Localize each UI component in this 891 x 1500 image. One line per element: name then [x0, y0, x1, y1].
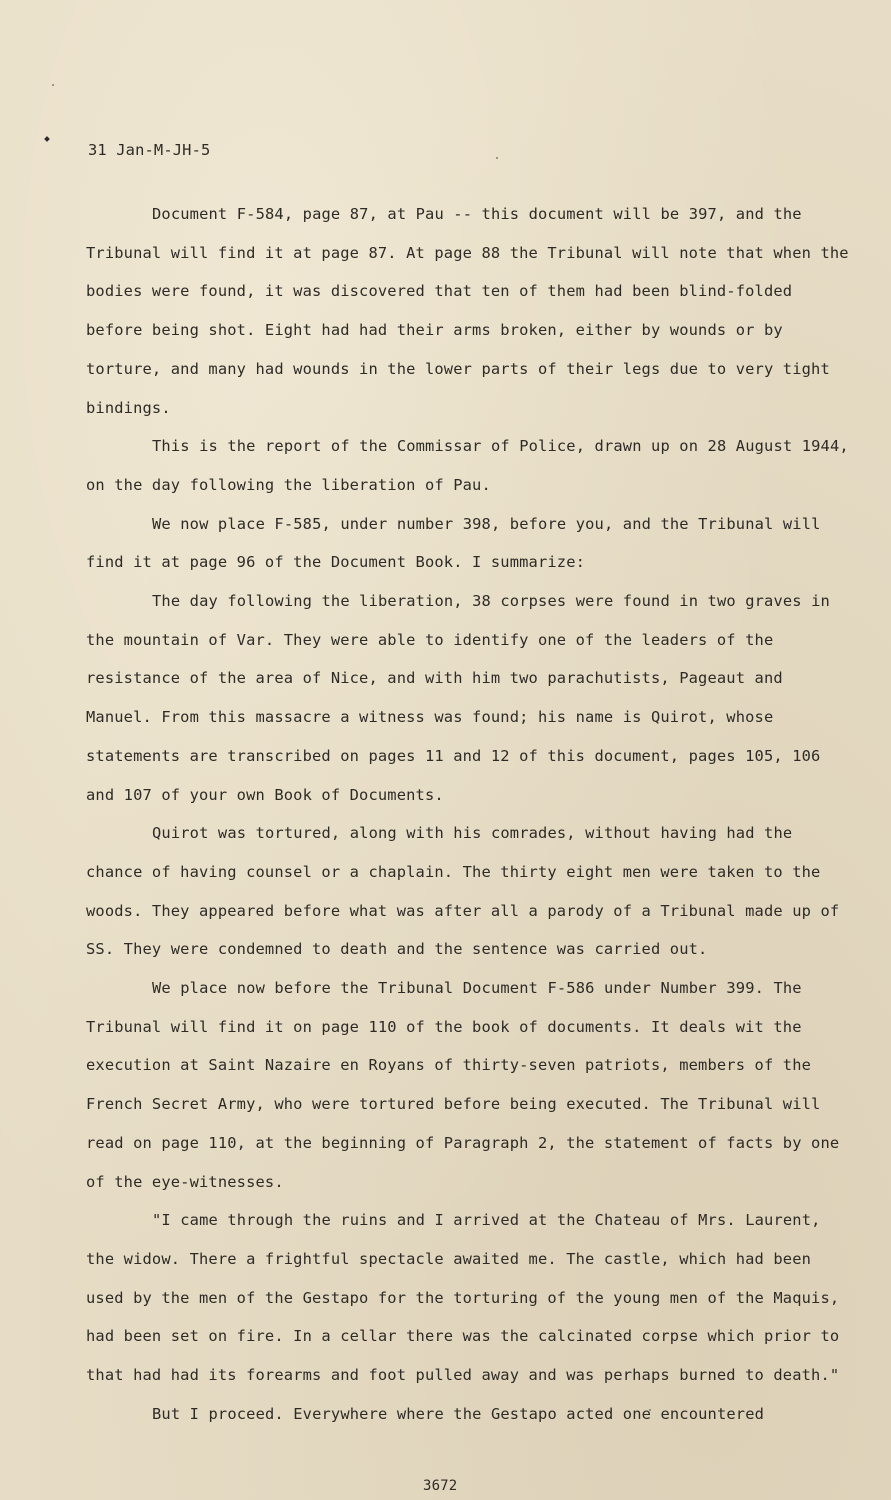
- paragraph: We now place F-585, under number 398, before you, and the Tribunal will find it at page 96 of the Document Book. I summarize:: [86, 514, 821, 572]
- paragraph: But I proceed. Everywhere where the Gestapo acted one encountered: [152, 1404, 765, 1423]
- paragraph: Quirot was tortured, along with his comrades, without having had the chance of having counsel or a chaplain. The thirty eight men were taken to the woods. They appeared before what was after all a parody of a Tribunal made up of SS. They were condemned to death and the sentence was carried out.: [86, 824, 840, 959]
- page-number: 3672: [423, 1478, 458, 1494]
- margin-mark: [44, 136, 50, 142]
- document-body: [86, 195, 856, 1434]
- document-header: 31 Jan-M-JH-5: [88, 141, 211, 159]
- quote-paragraph: "I came through the ruins and I arrived at the Chateau of Mrs. Laurent, the widow. There a frightful spectacle awaited me. The castle, which had been used by the men of the Gestapo for the torturing of the young men of the Maquis, had been set on fire. In a cellar there was the calcinated corpse which prior to that had had its forearms and foot pulled away and was perhaps burned to death.": [86, 1211, 840, 1385]
- paragraph: We place now before the Tribunal Document F-586 under Number 399. The Tribunal will find it on page 110 of the book of documents. It deals wit the execution at Saint Nazaire en Royans of thirty-seven patriots, members of the French Secret Army, who were tortured before being executed. The Tribunal will read on page 110, at the beginning of Paragraph 2, the statement of facts by one of the eye-witnesses.: [86, 979, 840, 1191]
- paper-speck: [52, 84, 54, 86]
- paragraph: This is the report of the Commissar of Police, drawn up on 28 August 1944, on the day following the liberation of Pau.: [86, 437, 849, 494]
- paper-speck: [496, 157, 498, 159]
- paragraph: The day following the liberation, 38 corpses were found in two graves in the mountain of Var. They were able to identify one of the leaders of the resistance of the area of Nice, and with him two parachutists, Pageaut and Manuel. From this massacre a witness was found; his name is Quirot, whose statements are transcribed on pages 11 and 12 of this document, pages 105, 106 and 107 of your own Book of Documents.: [86, 592, 830, 804]
- paragraph: Document F-584, page 87, at Pau -- this document will be 397, and the Tribunal will find it at page 87. At page 88 the Tribunal will note that when the bodies were found, it was discovered that ten of them had been blind-folded before being shot. Eight had had their arms broken, either by wounds or by torture, and many had wounds in the lower parts of their legs due to very tight bindings.: [86, 205, 849, 417]
